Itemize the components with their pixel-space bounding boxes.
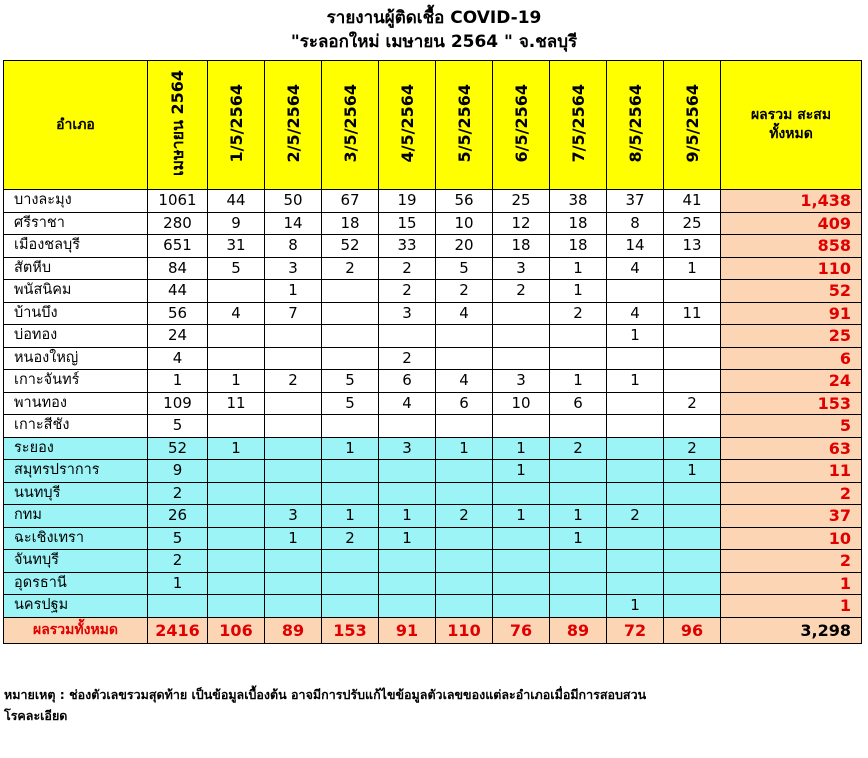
daily-count [265, 347, 322, 370]
daily-sum: 153 [322, 617, 379, 643]
header-date: 6/5/2564 [493, 61, 550, 190]
district-name: เกาะสีชัง [4, 415, 148, 438]
daily-count: 3 [265, 257, 322, 280]
daily-count [379, 482, 436, 505]
daily-count [265, 572, 322, 595]
district-name: บ้านบึง [4, 302, 148, 325]
daily-count: 4 [436, 302, 493, 325]
cumulative-total: 52 [721, 280, 862, 303]
daily-count [208, 325, 265, 348]
cumulative-total: 1 [721, 595, 862, 618]
district-name: ศรีราชา [4, 212, 148, 235]
daily-count [208, 460, 265, 483]
cumulative-total: 858 [721, 235, 862, 258]
daily-count: 1 [379, 505, 436, 528]
daily-count [436, 347, 493, 370]
daily-count [208, 595, 265, 618]
daily-count: 9 [208, 212, 265, 235]
daily-count: 2 [436, 505, 493, 528]
daily-count [322, 482, 379, 505]
daily-count: 1 [493, 437, 550, 460]
cumulative-total: 110 [721, 257, 862, 280]
header-date: 7/5/2564 [550, 61, 607, 190]
table-row [4, 280, 862, 303]
daily-count: 2 [493, 280, 550, 303]
daily-count: 11 [664, 302, 721, 325]
daily-count [265, 325, 322, 348]
april-count: 44 [148, 280, 208, 303]
april-count: 4 [148, 347, 208, 370]
daily-count [208, 572, 265, 595]
daily-count [379, 595, 436, 618]
daily-count: 1 [322, 505, 379, 528]
daily-count: 1 [322, 437, 379, 460]
header-district: อำเภอ [4, 61, 148, 190]
daily-count [607, 392, 664, 415]
cumulative-total: 2 [721, 482, 862, 505]
april-count: 1 [148, 572, 208, 595]
daily-count: 2 [265, 370, 322, 393]
daily-count [265, 482, 322, 505]
daily-count [550, 347, 607, 370]
daily-count: 33 [379, 235, 436, 258]
daily-count [379, 550, 436, 573]
header-april: เมษายน 2564 [148, 61, 208, 190]
daily-count: 1 [550, 527, 607, 550]
daily-count [493, 550, 550, 573]
table-row [4, 415, 862, 438]
daily-count [379, 460, 436, 483]
daily-count: 6 [379, 370, 436, 393]
daily-count: 6 [550, 392, 607, 415]
daily-count: 1 [208, 370, 265, 393]
district-name: พนัสนิคม [4, 280, 148, 303]
april-count: 84 [148, 257, 208, 280]
table-row [4, 190, 862, 213]
april-count: 2 [148, 482, 208, 505]
daily-count [664, 347, 721, 370]
daily-count: 2 [322, 257, 379, 280]
daily-sum: 89 [265, 617, 322, 643]
daily-count: 2 [607, 505, 664, 528]
daily-count [322, 415, 379, 438]
daily-count: 3 [265, 505, 322, 528]
daily-count [664, 527, 721, 550]
table-row [4, 212, 862, 235]
april-count: 2 [148, 550, 208, 573]
daily-count [379, 572, 436, 595]
daily-count [664, 505, 721, 528]
table-row [4, 437, 862, 460]
covid-cases-table [3, 60, 862, 644]
april-count: 26 [148, 505, 208, 528]
daily-count: 1 [607, 325, 664, 348]
cumulative-total: 37 [721, 505, 862, 528]
daily-count [208, 280, 265, 303]
daily-count [265, 460, 322, 483]
daily-count: 1 [550, 257, 607, 280]
table-row [4, 505, 862, 528]
district-name: สมุทรปราการ [4, 460, 148, 483]
daily-count [322, 280, 379, 303]
daily-count [664, 550, 721, 573]
district-name: พานทอง [4, 392, 148, 415]
april-count: 280 [148, 212, 208, 235]
daily-count: 18 [322, 212, 379, 235]
daily-count [493, 595, 550, 618]
daily-sum: 106 [208, 617, 265, 643]
daily-count: 4 [379, 392, 436, 415]
table-row [4, 235, 862, 258]
daily-count [607, 347, 664, 370]
daily-count: 2 [436, 280, 493, 303]
daily-sum: 89 [550, 617, 607, 643]
daily-count [436, 415, 493, 438]
district-name: ฉะเชิงเทรา [4, 527, 148, 550]
daily-count [550, 415, 607, 438]
daily-count [322, 572, 379, 595]
daily-count [379, 325, 436, 348]
table-row [4, 460, 862, 483]
table-row [4, 347, 862, 370]
daily-count [550, 550, 607, 573]
grand-total-row [4, 617, 862, 643]
daily-count: 52 [322, 235, 379, 258]
daily-count: 3 [379, 302, 436, 325]
daily-count [436, 595, 493, 618]
district-name: เกาะจันทร์ [4, 370, 148, 393]
daily-count: 2 [664, 392, 721, 415]
april-count: 1061 [148, 190, 208, 213]
april-count: 24 [148, 325, 208, 348]
table-row [4, 482, 862, 505]
daily-count [265, 415, 322, 438]
daily-count [664, 572, 721, 595]
daily-count [607, 482, 664, 505]
daily-count: 1 [550, 280, 607, 303]
cumulative-total: 63 [721, 437, 862, 460]
daily-count: 4 [208, 302, 265, 325]
daily-count: 1 [208, 437, 265, 460]
district-name: หนองใหญ่ [4, 347, 148, 370]
daily-count [208, 505, 265, 528]
daily-count [493, 325, 550, 348]
april-count: 9 [148, 460, 208, 483]
report-title [0, 6, 868, 54]
daily-count [493, 572, 550, 595]
cumulative-total: 6 [721, 347, 862, 370]
daily-count: 1 [607, 370, 664, 393]
daily-count [436, 325, 493, 348]
april-count: 52 [148, 437, 208, 460]
daily-count: 1 [664, 460, 721, 483]
daily-count: 10 [436, 212, 493, 235]
daily-count [607, 437, 664, 460]
table-row [4, 392, 862, 415]
daily-count: 2 [379, 347, 436, 370]
daily-count: 6 [436, 392, 493, 415]
header-row [4, 61, 862, 190]
april-count [148, 595, 208, 618]
daily-count [436, 550, 493, 573]
daily-count: 5 [322, 370, 379, 393]
daily-count: 13 [664, 235, 721, 258]
daily-count [607, 550, 664, 573]
daily-count: 1 [493, 505, 550, 528]
daily-count: 3 [379, 437, 436, 460]
april-count: 1 [148, 370, 208, 393]
cumulative-total: 25 [721, 325, 862, 348]
district-name: อุดรธานี [4, 572, 148, 595]
daily-count [664, 595, 721, 618]
daily-count [436, 482, 493, 505]
daily-count [664, 482, 721, 505]
district-name: นครปฐม [4, 595, 148, 618]
daily-count: 25 [664, 212, 721, 235]
daily-count: 8 [265, 235, 322, 258]
cumulative-total: 2 [721, 550, 862, 573]
cumulative-total: 10 [721, 527, 862, 550]
grand-total-value: 3,298 [721, 617, 862, 643]
table-row [4, 370, 862, 393]
header-date: 8/5/2564 [607, 61, 664, 190]
header-date: 1/5/2564 [208, 61, 265, 190]
cumulative-total: 11 [721, 460, 862, 483]
daily-count [493, 482, 550, 505]
header-date: 9/5/2564 [664, 61, 721, 190]
daily-count: 2 [379, 280, 436, 303]
daily-count [322, 347, 379, 370]
table-row [4, 572, 862, 595]
daily-count [208, 482, 265, 505]
daily-count: 50 [265, 190, 322, 213]
daily-count: 2 [550, 437, 607, 460]
april-count: 5 [148, 527, 208, 550]
daily-count: 37 [607, 190, 664, 213]
daily-count: 18 [550, 212, 607, 235]
daily-count: 67 [322, 190, 379, 213]
daily-count: 10 [493, 392, 550, 415]
daily-count [664, 370, 721, 393]
district-name: บ่อทอง [4, 325, 148, 348]
footnote-line-2: โรคละเอียด [4, 708, 68, 723]
daily-count: 1 [550, 505, 607, 528]
daily-count [607, 280, 664, 303]
district-name: นนทบุรี [4, 482, 148, 505]
april-sum: 2416 [148, 617, 208, 643]
daily-count [322, 302, 379, 325]
table-row [4, 302, 862, 325]
daily-sum: 91 [379, 617, 436, 643]
daily-count: 1 [550, 370, 607, 393]
daily-count: 25 [493, 190, 550, 213]
daily-count: 2 [664, 437, 721, 460]
daily-count [550, 460, 607, 483]
daily-count [493, 302, 550, 325]
daily-count: 5 [208, 257, 265, 280]
district-name: กทม [4, 505, 148, 528]
table-row [4, 595, 862, 618]
daily-count [208, 347, 265, 370]
daily-count [265, 595, 322, 618]
april-count: 109 [148, 392, 208, 415]
daily-count: 7 [265, 302, 322, 325]
daily-count [208, 550, 265, 573]
daily-count: 2 [379, 257, 436, 280]
daily-count: 4 [607, 257, 664, 280]
daily-count: 14 [607, 235, 664, 258]
daily-count [322, 595, 379, 618]
daily-count: 1 [664, 257, 721, 280]
daily-count: 2 [322, 527, 379, 550]
daily-count: 31 [208, 235, 265, 258]
daily-count: 18 [493, 235, 550, 258]
daily-count [265, 392, 322, 415]
daily-count: 1 [265, 527, 322, 550]
daily-sum: 76 [493, 617, 550, 643]
grand-total-label: ผลรวมทั้งหมด [4, 617, 148, 643]
header-date: 3/5/2564 [322, 61, 379, 190]
cumulative-total: 153 [721, 392, 862, 415]
district-name: จันทบุรี [4, 550, 148, 573]
daily-count [265, 437, 322, 460]
header-date: 4/5/2564 [379, 61, 436, 190]
district-name: ระยอง [4, 437, 148, 460]
daily-count: 15 [379, 212, 436, 235]
daily-count [379, 415, 436, 438]
daily-count: 5 [436, 257, 493, 280]
table-row [4, 325, 862, 348]
title-line-2: "ระลอกใหม่ เมษายน 2564 " จ.ชลบุรี [290, 32, 578, 52]
daily-count: 1 [607, 595, 664, 618]
daily-count [664, 325, 721, 348]
april-count: 56 [148, 302, 208, 325]
cumulative-total: 24 [721, 370, 862, 393]
daily-count: 11 [208, 392, 265, 415]
daily-count [607, 572, 664, 595]
daily-count: 1 [265, 280, 322, 303]
cumulative-total: 5 [721, 415, 862, 438]
daily-count: 12 [493, 212, 550, 235]
daily-count: 3 [493, 370, 550, 393]
daily-count [550, 482, 607, 505]
daily-count [208, 415, 265, 438]
daily-count [550, 572, 607, 595]
daily-count [607, 527, 664, 550]
daily-count [322, 460, 379, 483]
district-name: สัตหีบ [4, 257, 148, 280]
daily-count [436, 527, 493, 550]
daily-count [607, 415, 664, 438]
daily-count [265, 550, 322, 573]
daily-count [664, 280, 721, 303]
footnote-line-1: หมายเหตุ : ช่องตัวเลขรวมสุดท้าย เป็นข้อมูลเบื้องต้น อาจมีการปรับแก้ไขข้อมูลตัวเลขของแต่ละอำเภอเมื่อมีการสอบสวน [4, 687, 647, 702]
daily-sum: 96 [664, 617, 721, 643]
daily-count [436, 460, 493, 483]
daily-sum: 72 [607, 617, 664, 643]
daily-count: 41 [664, 190, 721, 213]
daily-count: 56 [436, 190, 493, 213]
daily-count [607, 460, 664, 483]
daily-count: 18 [550, 235, 607, 258]
title-line-1: รายงานผู้ติดเชื้อ COVID-19 [326, 8, 542, 28]
header-date: 5/5/2564 [436, 61, 493, 190]
daily-count: 1 [493, 460, 550, 483]
header-date: 2/5/2564 [265, 61, 322, 190]
header-cumulative-total: ผลรวม สะสม ทั้งหมด [721, 61, 862, 190]
daily-count [493, 415, 550, 438]
daily-sum: 110 [436, 617, 493, 643]
daily-count: 4 [436, 370, 493, 393]
daily-count [322, 550, 379, 573]
daily-count: 1 [436, 437, 493, 460]
table-row [4, 527, 862, 550]
table-row [4, 257, 862, 280]
daily-count: 4 [607, 302, 664, 325]
cumulative-total: 91 [721, 302, 862, 325]
cumulative-total: 409 [721, 212, 862, 235]
footnote [4, 684, 864, 726]
daily-count [436, 572, 493, 595]
daily-count: 20 [436, 235, 493, 258]
daily-count [664, 415, 721, 438]
daily-count: 19 [379, 190, 436, 213]
daily-count [493, 527, 550, 550]
april-count: 651 [148, 235, 208, 258]
district-name: บางละมุง [4, 190, 148, 213]
daily-count: 8 [607, 212, 664, 235]
daily-count: 2 [550, 302, 607, 325]
daily-count [550, 325, 607, 348]
daily-count [208, 527, 265, 550]
daily-count: 38 [550, 190, 607, 213]
daily-count [493, 347, 550, 370]
table-row [4, 550, 862, 573]
april-count: 5 [148, 415, 208, 438]
daily-count: 44 [208, 190, 265, 213]
daily-count: 14 [265, 212, 322, 235]
cumulative-total: 1 [721, 572, 862, 595]
daily-count [550, 595, 607, 618]
daily-count: 1 [379, 527, 436, 550]
district-name: เมืองชลบุรี [4, 235, 148, 258]
daily-count: 3 [493, 257, 550, 280]
daily-count: 5 [322, 392, 379, 415]
cumulative-total: 1,438 [721, 190, 862, 213]
daily-count [322, 325, 379, 348]
